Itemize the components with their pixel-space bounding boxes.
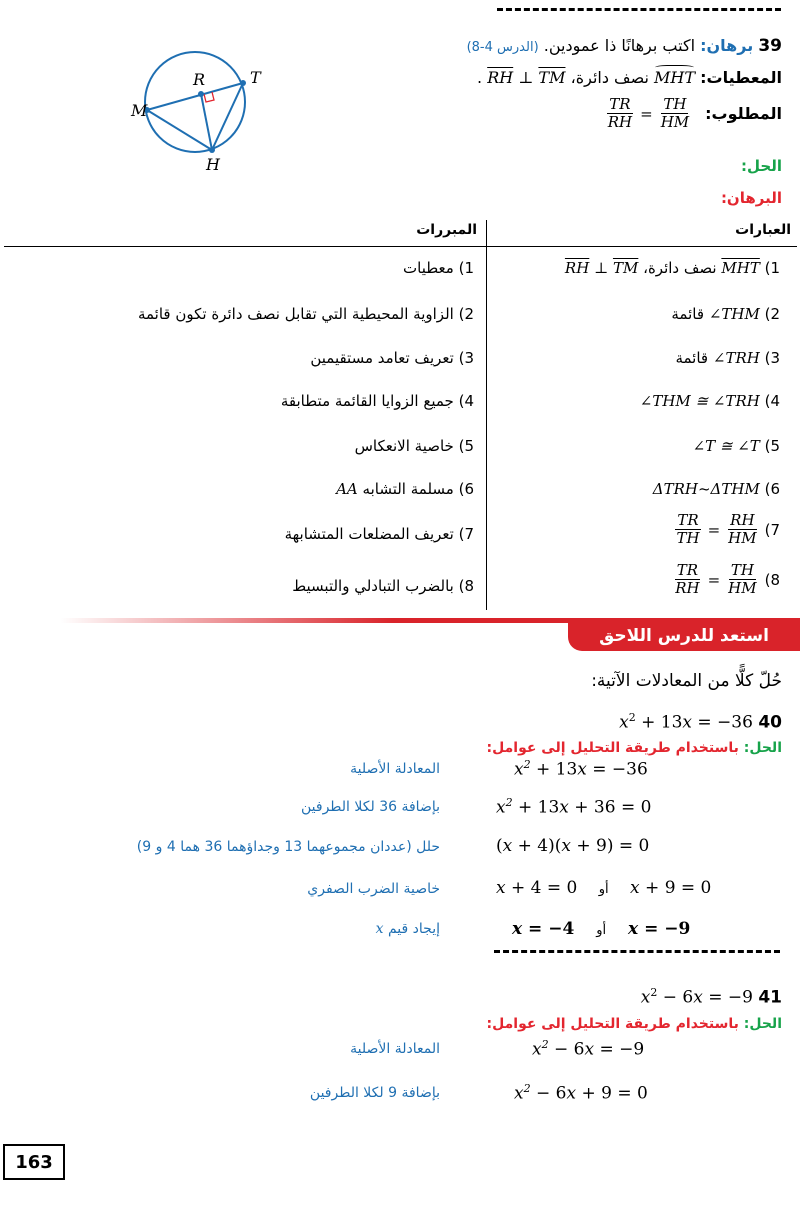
reason-7: 7) تعريف المضلعات المتشابهة: [284, 525, 474, 543]
prepare-instruction: حُلّ كلًّا من المعادلات الآتية:: [591, 671, 782, 691]
problem39-header: [467, 36, 782, 56]
p40-step1: $x^2 + 13x = -36$: [514, 758, 648, 780]
problem40-method: الحل: باستخدام طريقة التحليل إلى عوامل:: [486, 740, 782, 756]
reason-3: 3) تعريف تعامد مستقيمين: [310, 349, 474, 367]
reason-8: 8) بالضرب التبادلي والتبسيط: [292, 577, 474, 595]
prove-statement: $\frac{TR}{RH}$ = $\frac{TH}{HM}$: [607, 95, 690, 132]
p40-reason-4: خاصية الضرب الصفري: [307, 881, 440, 897]
label-m: M: [131, 101, 148, 120]
reason-5: 5) خاصية الانعكاس: [354, 437, 474, 455]
p40-step5: x = −4 أو x = −9: [512, 919, 691, 939]
point-h: [209, 147, 215, 153]
prove-line: [606, 96, 782, 132]
p40-step4: x + 4 = 0 أو x + 9 = 0: [496, 878, 712, 898]
p41-reason-1: المعادلة الأصلية: [350, 1041, 440, 1057]
prepare-banner: [568, 621, 800, 651]
given-semicircle: نصف دائرة،: [570, 68, 649, 87]
proof-label: البرهان:: [720, 189, 782, 207]
chord-mh: [147, 110, 212, 150]
dashed-separator-2: [494, 950, 780, 953]
statement-2: 2) ∠THM قائمة: [671, 305, 780, 323]
prepare-banner-text: استعد للدرس اللاحق: [599, 626, 769, 646]
reason-6: 6) مسلمة التشابه AA: [336, 480, 474, 498]
problem40-equation: $x^2 + 13x = -36$ 40: [619, 711, 782, 733]
lesson-reference: (الدرس 4-8): [466, 40, 539, 55]
p40-step2: $x^2 + 13x + 36 = 0$: [496, 796, 652, 818]
statement-3: 3) ∠TRH قائمة: [675, 349, 780, 367]
label-h: H: [206, 155, 220, 174]
given-arc: MHT: [654, 68, 695, 87]
solution-label: الحل:: [741, 157, 782, 175]
p40-reason-3: حلل (عددان مجموعهما 13 وجداؤهما 36 هما 4 و 9): [136, 839, 440, 855]
p40-reason-1: المعادلة الأصلية: [350, 761, 440, 777]
page-number: [3, 1144, 65, 1180]
statement-7: $\frac{TR}{TH}$ = $\frac{RH}{HM}$ (7: [676, 511, 780, 548]
circle-outline: [145, 52, 245, 152]
given-line: المعطيات: MHT نصف دائرة، $\overline{RH}$ ⊥ $\overline{TM}$ .: [477, 68, 782, 87]
label-r: R: [193, 70, 206, 89]
dashed-separator: [497, 8, 781, 11]
problem39-number: 39: [758, 36, 782, 56]
reason-2: 2) الزاوية المحيطية التي تقابل نصف دائرة تكون قائمة: [137, 305, 474, 323]
prove-label: المطلوب:: [705, 104, 782, 124]
p41-step2: $x^2 - 6x + 9 = 0$: [514, 1082, 648, 1104]
problem41-number: 41: [758, 987, 782, 1008]
p40-step3: (x + 4)(x + 9) = 0: [496, 836, 650, 856]
statement-4: 4) ∠THM ≅ ∠TRH: [639, 392, 780, 410]
p40-reason-2: بإضافة 36 لكلا الطرفين: [301, 799, 440, 815]
problem41-equation: $x^2 - 6x = -9$ 41: [640, 986, 782, 1008]
statement-8: $\frac{TR}{RH}$ = $\frac{TH}{HM}$ (8: [675, 561, 780, 598]
p41-step1: $x^2 - 6x = -9$: [532, 1038, 645, 1060]
point-t: [240, 80, 246, 86]
p41-reason-2: بإضافة 9 لكلا الطرفين: [309, 1085, 440, 1101]
reason-4: 4) جميع الزوايا القائمة متطابقة: [280, 392, 474, 410]
problem41-method: الحل: باستخدام طريقة التحليل إلى عوامل:: [486, 1016, 782, 1032]
problem39-instruction: اكتب برهانًا ذا عمودين.: [543, 36, 696, 55]
given-perpendicular: $\overline{RH}$ ⊥ $\overline{TM}$: [487, 68, 566, 87]
col-statements-header: العبارات: [735, 222, 791, 238]
point-r: [198, 91, 204, 97]
label-t: T: [250, 68, 261, 87]
problem40-number: 40: [758, 712, 782, 733]
reason-1: 1) معطيات: [403, 259, 474, 277]
statement-1: 1) $\overline{MHT}$ نصف دائرة، $\overline{RH}$ ⊥ $\overline{TM}$: [564, 259, 780, 277]
page-number-text: 163: [15, 1151, 53, 1173]
statement-6: 6) ΔTRH~ΔTHM: [652, 480, 780, 498]
problem39-keyword: برهان:: [700, 36, 754, 55]
statement-5: 5) ∠T ≅ ∠T: [692, 437, 780, 455]
p40-reason-5: إيجاد قيم x: [375, 921, 440, 937]
col-reasons-header: المبررات: [416, 222, 477, 238]
given-label: المعطيات:: [700, 68, 782, 87]
